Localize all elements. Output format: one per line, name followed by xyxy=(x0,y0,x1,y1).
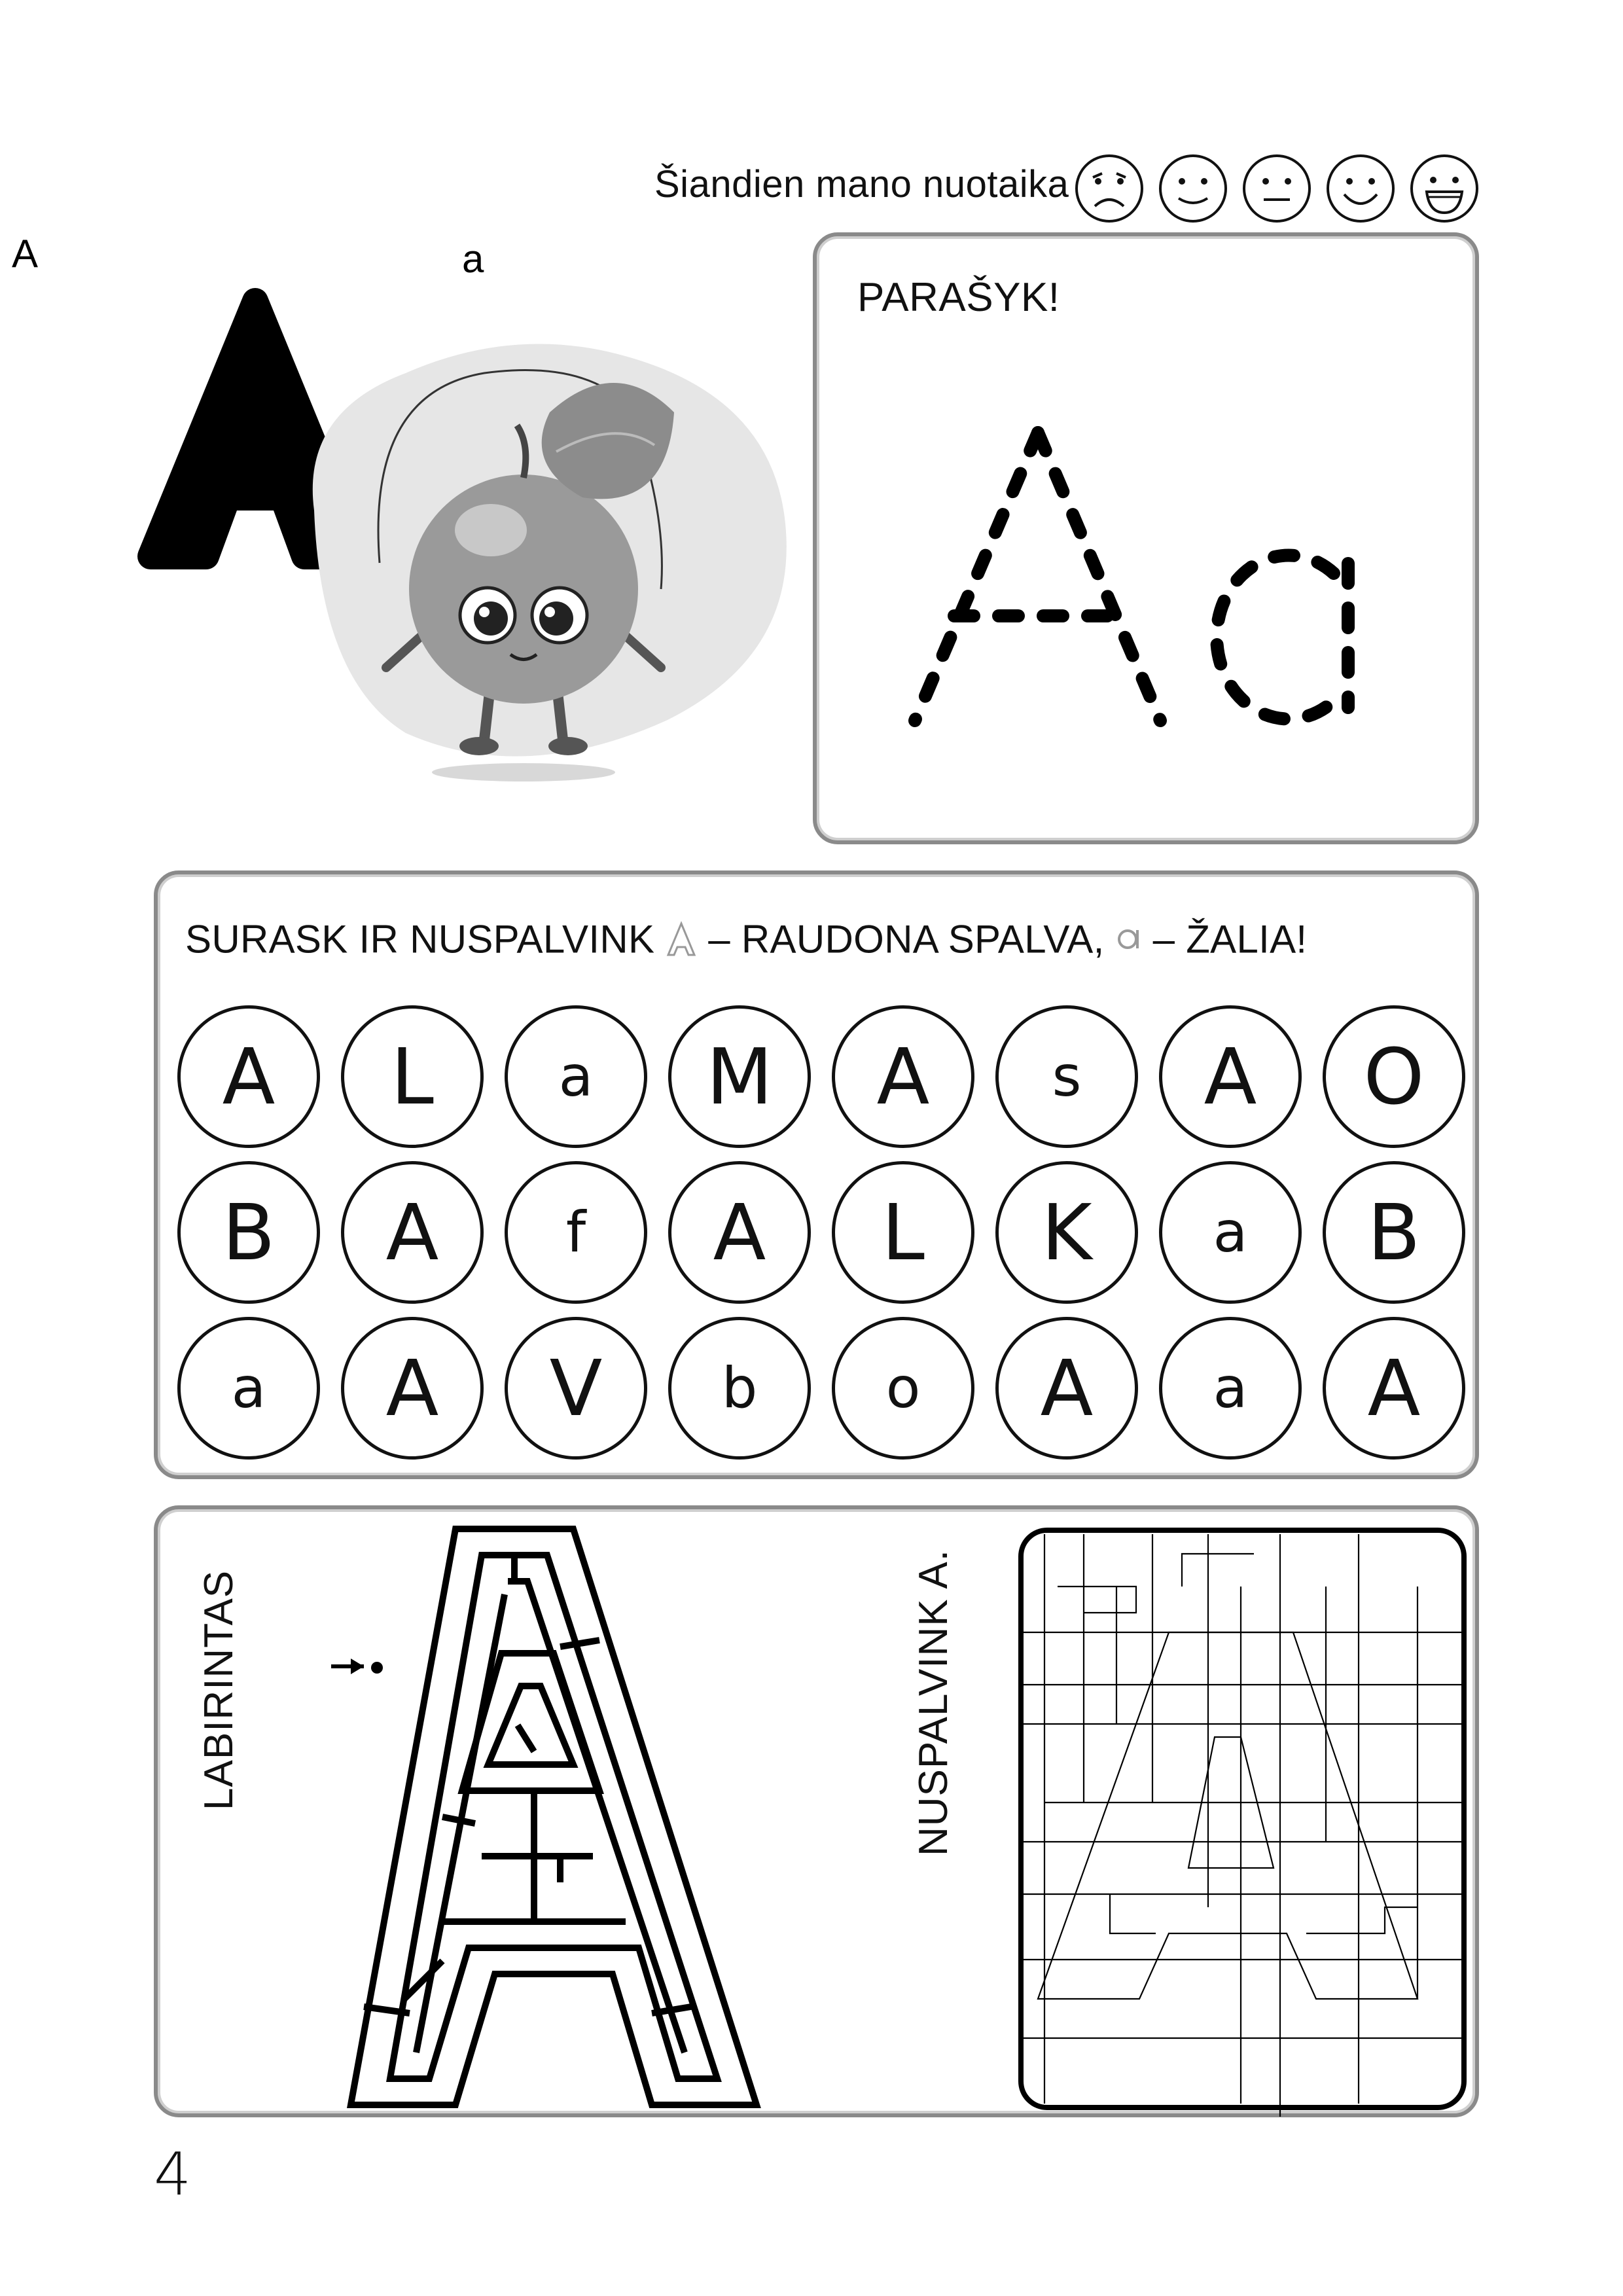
letter-circle[interactable]: a xyxy=(177,1317,320,1460)
happy-face-icon[interactable] xyxy=(1408,152,1480,224)
smile-face-icon[interactable] xyxy=(1325,152,1397,224)
letter-a-maze[interactable] xyxy=(285,1516,848,2118)
mood-label: Šiandien mano nuotaika xyxy=(654,163,1069,206)
mood-row xyxy=(654,149,1486,228)
write-title: PARAŠYK! xyxy=(857,275,1060,320)
find-title-part2: – RAUDONA SPALVA, xyxy=(708,917,1105,961)
letter-circle[interactable]: B xyxy=(1323,1161,1465,1304)
page-number: 4 xyxy=(154,2140,192,2209)
letter-circle[interactable]: f xyxy=(505,1161,647,1304)
trace-letters-aa[interactable] xyxy=(817,236,1483,848)
letter-circle[interactable]: B xyxy=(177,1161,320,1304)
find-title-part1: SURASK IR NUSPALVINK xyxy=(185,917,655,961)
letter-circle[interactable]: A xyxy=(341,1161,484,1304)
letter-circle[interactable]: o xyxy=(832,1317,974,1460)
neutral-face-icon[interactable] xyxy=(1241,152,1313,224)
letter-circle[interactable]: L xyxy=(832,1161,974,1304)
apple-mascot-illustration xyxy=(275,314,798,785)
outline-lower-a-text: a xyxy=(461,237,484,281)
maze-label: LABIRINTAS xyxy=(196,1570,241,1810)
letter-circle[interactable]: A xyxy=(832,1005,974,1148)
letter-circle[interactable]: A xyxy=(177,1005,320,1148)
outline-upper-a-text: A xyxy=(12,232,39,276)
letter-circle[interactable]: b xyxy=(668,1317,811,1460)
letter-circle[interactable]: V xyxy=(505,1317,647,1460)
very-sad-face-icon[interactable] xyxy=(1073,152,1145,224)
maze-panel xyxy=(154,1505,1479,2117)
letter-circle[interactable]: a xyxy=(1159,1161,1302,1304)
letter-circle[interactable]: a xyxy=(1159,1317,1302,1460)
color-label: NUSPALVINK A. xyxy=(911,1549,956,1856)
color-the-a-puzzle[interactable] xyxy=(1018,1528,1467,2110)
letter-circle[interactable]: A xyxy=(668,1161,811,1304)
letter-circle[interactable]: L xyxy=(341,1005,484,1148)
write-panel xyxy=(813,232,1479,844)
letter-circle[interactable]: s xyxy=(995,1005,1138,1148)
find-title-part3: – ŽALIA! xyxy=(1152,917,1308,961)
letter-circle[interactable]: A xyxy=(1159,1005,1302,1148)
letter-circle[interactable]: a xyxy=(505,1005,647,1148)
letter-circle[interactable]: O xyxy=(1323,1005,1465,1148)
letter-circle[interactable]: M xyxy=(668,1005,811,1148)
letter-circle[interactable]: K xyxy=(995,1161,1138,1304)
letter-circle[interactable]: A xyxy=(341,1317,484,1460)
sad-face-icon[interactable] xyxy=(1157,152,1229,224)
letter-circle[interactable]: A xyxy=(1323,1317,1465,1460)
letter-circle[interactable]: A xyxy=(995,1317,1138,1460)
